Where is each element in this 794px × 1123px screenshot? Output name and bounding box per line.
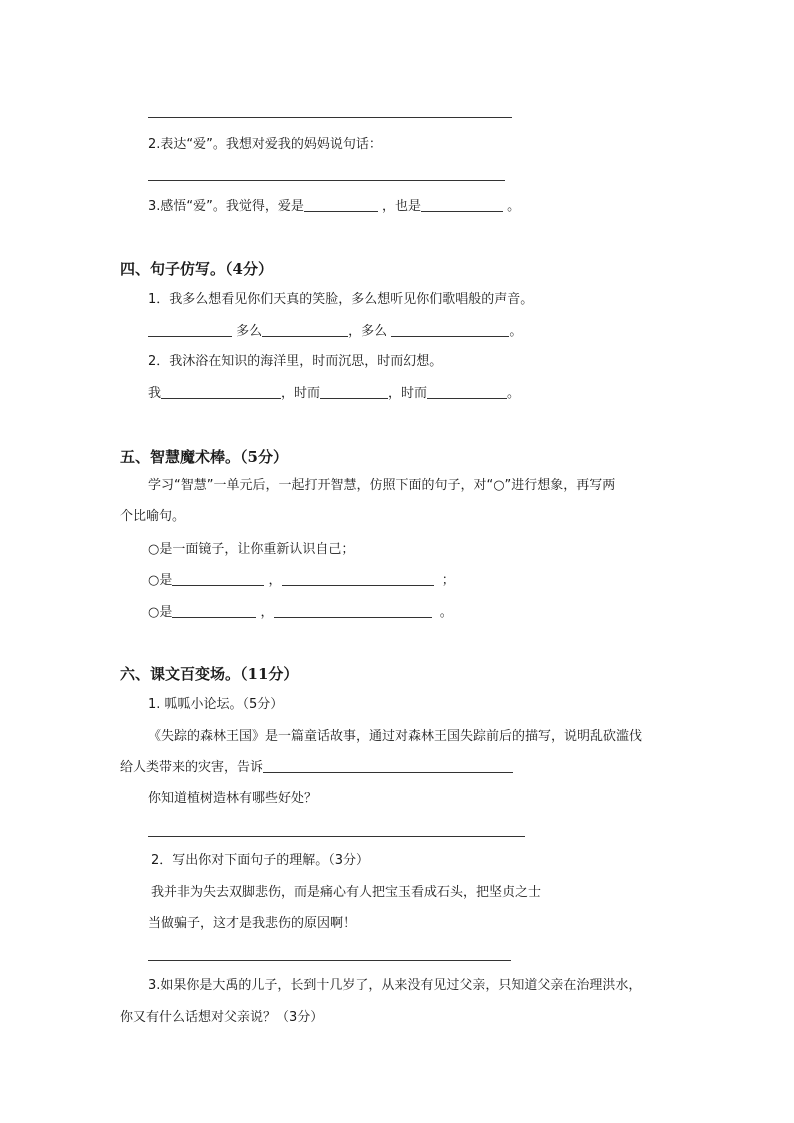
blank-s4-q1-2[interactable]: [262, 336, 348, 337]
s4-q2-mid2: ，时而: [388, 386, 428, 401]
s3-item3-prefix: 3.感悟“爱”。我觉得，爱是: [148, 199, 304, 214]
s6-q1-line2: 给人类带来的灾害，告诉: [120, 760, 264, 775]
s3-item3-end: 。: [507, 199, 521, 214]
s4-q1-mid1: 多么: [236, 324, 263, 339]
s4-q1-mid2: ，多么: [348, 324, 388, 339]
s3-item2-text: 2.表达“爱”。我想对爱我的妈妈说句话：: [148, 137, 382, 152]
section-6-heading: 六、课文百变场。（11分）: [120, 665, 299, 683]
s5-row1-semicolon: ；: [441, 573, 455, 588]
blank-s6-q1-tell[interactable]: [263, 772, 513, 773]
s6-q3-line2: 你又有什么话想对父亲说？（3分）: [120, 1010, 324, 1025]
blank-s5-2a[interactable]: [172, 617, 256, 618]
blank-s4-q2-3[interactable]: [427, 398, 507, 399]
blank-s5-1b[interactable]: [282, 585, 434, 586]
blank-s4-q2-1[interactable]: [161, 398, 281, 399]
s5-row1-prefix: ○是: [148, 573, 173, 588]
s4-q2-start: 我: [148, 386, 162, 401]
s4-q2-text: 2．我沐浴在知识的海洋里，时而沉思，时而幻想。: [148, 354, 443, 369]
s4-q2-fill-row: [148, 385, 520, 403]
blank-s4-q1-3[interactable]: [391, 336, 509, 337]
s6-q3-line1: 3.如果你是大禹的儿子，长到十几岁了，从来没有见过父亲，只知道父亲在治理洪水，: [148, 978, 642, 993]
s5-fill-row-1: [148, 572, 455, 590]
answer-line-2[interactable]: [148, 180, 505, 181]
s5-fill-row-2: [148, 604, 453, 622]
s4-q1-fill-row: [148, 323, 522, 341]
s5-example: ○是一面镜子，让你重新认识自己；: [148, 542, 355, 557]
s4-q1-end: 。: [509, 324, 523, 339]
answer-line-s6-q2[interactable]: [148, 960, 511, 961]
s5-row2-prefix: ○是: [148, 605, 173, 620]
s4-q2-end: 。: [507, 386, 521, 401]
s5-row2-comma: ，: [260, 605, 274, 620]
s6-q2-quote-line1: 我并非为失去双脚悲伤，而是痛心有人把宝玉看成石头，把坚贞之士: [151, 885, 542, 900]
section-5-heading: 五、智慧魔术棒。（5分）: [120, 448, 288, 466]
blank-love-is-2[interactable]: [421, 211, 503, 212]
answer-line-1[interactable]: [148, 117, 512, 118]
blank-s4-q2-2[interactable]: [320, 398, 388, 399]
s5-intro-line2: 个比喻句。: [120, 509, 186, 524]
blank-love-is-1[interactable]: [304, 211, 378, 212]
s3-item3-mid: ，也是: [382, 199, 422, 214]
s6-q1-question: 你知道植树造林有哪些好处？: [148, 791, 318, 806]
s5-intro-line1: 学习“智慧”一单元后，一起打开智慧，仿照下面的句子，对“○”进行想象，再写两: [148, 478, 616, 493]
s5-row2-period: 。: [439, 605, 453, 620]
s4-q1-text: 1．我多么想看见你们天真的笑脸，多么想听见你们歌唱般的声音。: [148, 292, 534, 307]
blank-s5-1a[interactable]: [172, 585, 264, 586]
answer-line-s6-q1[interactable]: [148, 836, 525, 837]
section-4-heading: 四、句子仿写。（4分）: [120, 260, 273, 278]
blank-s4-q1-1[interactable]: [148, 336, 232, 337]
s4-q2-mid1: ，时而: [281, 386, 321, 401]
s6-q2-title: 2．写出你对下面句子的理解。（3分）: [151, 853, 370, 868]
s5-row1-comma: ，: [268, 573, 282, 588]
s6-q1-line1: 《失踪的森林王国》是一篇童话故事，通过对森林王国失踪前后的描写，说明乱砍滥伐: [148, 729, 643, 744]
s6-q1-title: 1. 呱呱小论坛。（5分）: [148, 697, 284, 712]
blank-s5-2b[interactable]: [274, 617, 432, 618]
s3-item3-row: [148, 198, 520, 216]
s6-q1-line2-row: [120, 759, 513, 777]
s6-q2-quote-line2: 当做骗子，这才是我悲伤的原因啊！: [148, 916, 357, 931]
